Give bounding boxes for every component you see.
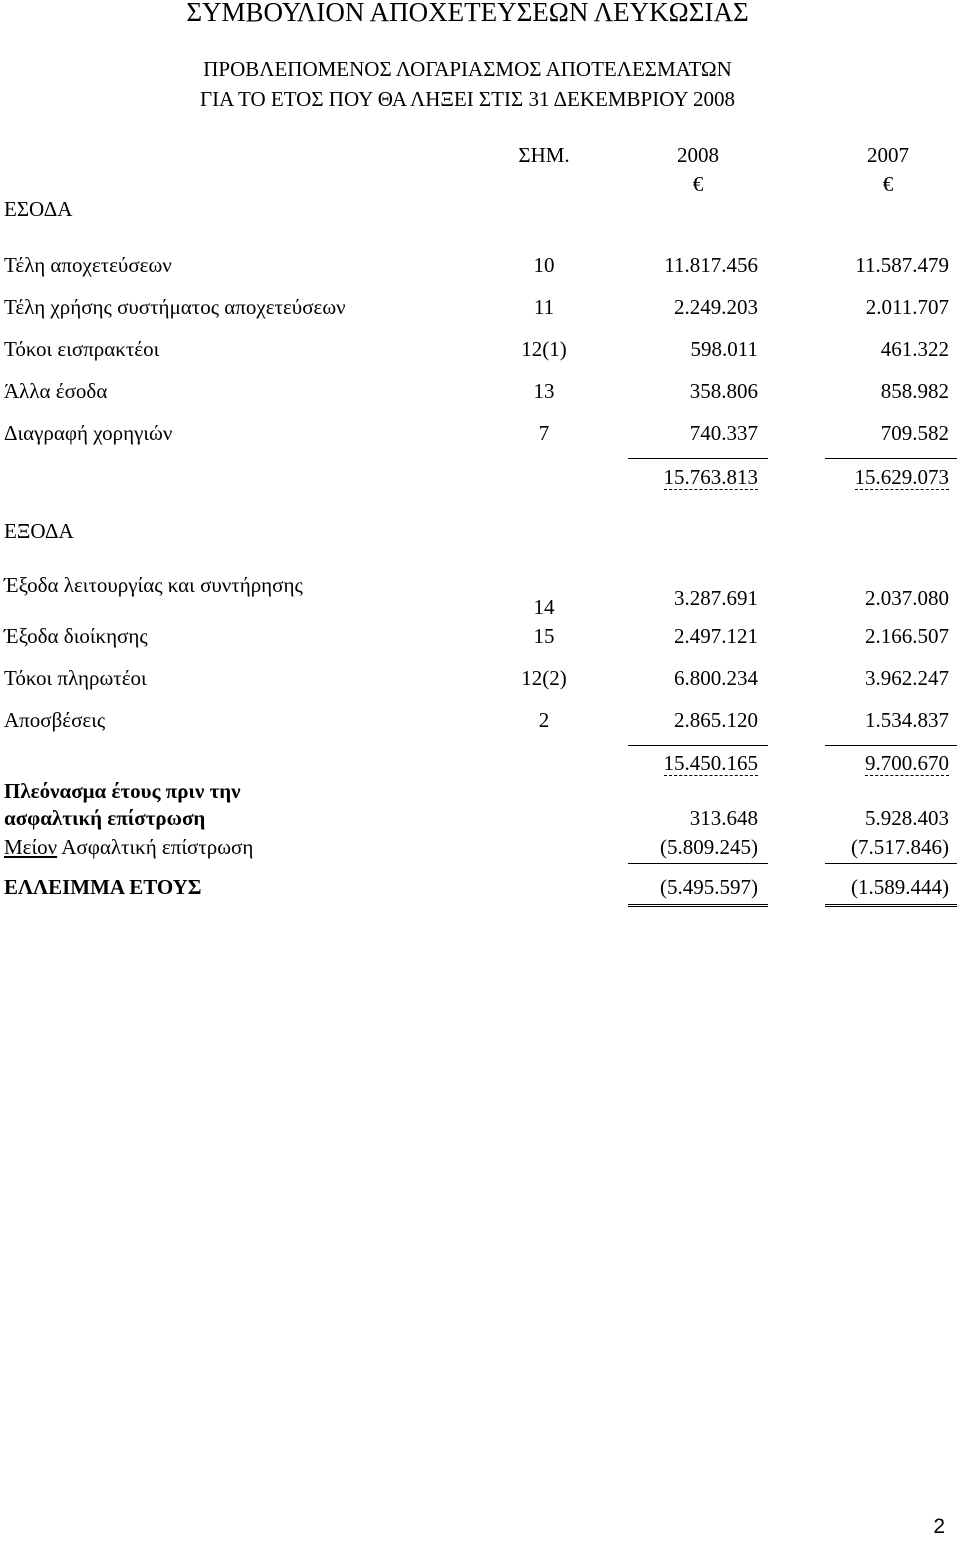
- deficit-rule-2008: [628, 863, 768, 864]
- note-column-header: ΣΗΜ.: [518, 143, 570, 167]
- income-subtotal-rule-2008: [628, 458, 768, 459]
- less-paving-2007: (7.517.846): [851, 835, 949, 859]
- row-note: 2: [538, 708, 550, 732]
- surplus-2007: 5.928.403: [865, 806, 949, 830]
- deficit-row: [0, 872, 960, 902]
- row-value-2007: 1.534.837: [865, 708, 949, 732]
- deficit-label: ΕΛΛΕΙΜΜΑ ΕΤΟΥΣ: [4, 875, 202, 899]
- report-period: ΓΙΑ ΤΟ ΕΤΟΣ ΠΟΥ ΘΑ ΛΗΞΕΙ ΣΤΙΣ 31 ΔΕΚΕΜΒΡΙΟΥ 2008: [200, 87, 735, 111]
- row-value-2007: 2.011.707: [865, 295, 949, 319]
- expenses-subtotal-rule-2007: [825, 745, 957, 746]
- row-label: Αποσβέσεις: [4, 708, 106, 732]
- expenses-total-2008: 15.450.165: [663, 751, 758, 775]
- surplus-label-line1: Πλεόνασμα έτους πριν την: [4, 779, 241, 803]
- row-label: Διαγραφή χορηγιών: [4, 421, 173, 445]
- organization-title: ΣΥΜΒΟΥΛΙΟΝ ΑΠΟΧΕΤΕΥΣΕΩΝ ΛΕΥΚΩΣΙΑΣ: [186, 0, 749, 27]
- row-value-2008: 6.800.234: [674, 666, 758, 690]
- row-value-2007: 858.982: [880, 379, 949, 403]
- row-label: Τόκοι πληρωτέοι: [4, 666, 147, 690]
- income-row: [0, 334, 960, 364]
- surplus-row: [0, 803, 960, 833]
- row-label: Έξοδα λειτουργίας και συντήρησης: [4, 573, 303, 597]
- deficit-2007: (1.589.444): [825, 872, 957, 907]
- page-number: 2: [933, 1515, 945, 1538]
- less-paving-row: [0, 832, 960, 862]
- deficit-rule-2007: [825, 863, 957, 864]
- expenses-heading: ΕΞΟΔΑ: [4, 519, 74, 543]
- row-note: 14: [533, 595, 555, 619]
- row-value-2007: 709.582: [880, 421, 949, 445]
- row-note: 10: [533, 253, 555, 277]
- paving-label: Ασφαλτική επίστρωση: [57, 835, 254, 859]
- expenses-subtotal-rule-2008: [628, 745, 768, 746]
- currency-2008: €: [692, 172, 704, 196]
- expenses-total-2007: 9.700.670: [865, 751, 949, 775]
- income-row: [0, 376, 960, 406]
- surplus-label-line2: ασφαλτική επίστρωση: [4, 806, 206, 830]
- row-value-2007: 11.587.479: [855, 253, 949, 277]
- row-value-2007: 2.166.507: [865, 624, 949, 648]
- income-subtotal-rule-2007: [825, 458, 957, 459]
- report-title: ΠΡΟΒΛΕΠΟΜΕΝΟΣ ΛΟΓΑΡΙΑΣΜΟΣ ΑΠΟΤΕΛΕΣΜΑΤΩΝ: [203, 57, 732, 81]
- expense-row: [0, 621, 960, 651]
- deficit-2008: (5.495.597): [628, 872, 768, 907]
- row-value-2008: 11.817.456: [664, 253, 758, 277]
- row-note: 13: [533, 379, 555, 403]
- income-row: [0, 292, 960, 322]
- expense-row: [0, 663, 960, 693]
- income-total-2008: 15.763.813: [663, 465, 758, 489]
- expense-row: [0, 583, 960, 619]
- expense-row: [0, 705, 960, 735]
- income-heading: ΕΣΟΔΑ: [4, 197, 73, 221]
- less-paving-2008: (5.809.245): [660, 835, 758, 859]
- income-row: [0, 418, 960, 448]
- income-total-row: [0, 462, 960, 492]
- row-note: 11: [533, 295, 555, 319]
- less-label: Μείον: [4, 835, 58, 859]
- row-value-2008: 598.011: [690, 337, 758, 361]
- row-value-2007: 3.962.247: [865, 666, 949, 690]
- year-2008-header: 2008: [677, 143, 719, 167]
- expenses-total-row: [0, 748, 960, 778]
- row-label: Έξοδα διοίκησης: [4, 624, 148, 648]
- row-value-2008: 740.337: [689, 421, 758, 445]
- row-value-2007: 2.037.080: [865, 586, 949, 610]
- row-value-2008: 2.497.121: [674, 624, 758, 648]
- row-value-2008: 2.249.203: [674, 295, 758, 319]
- row-value-2007: 461.322: [880, 337, 949, 361]
- surplus-2008: 313.648: [689, 806, 758, 830]
- row-label: Τέλη χρήσης συστήματος αποχετεύσεων: [4, 295, 346, 319]
- row-label: Τόκοι εισπρακτέοι: [4, 337, 160, 361]
- row-note: 12(1): [521, 337, 567, 361]
- row-label: Άλλα έσοδα: [4, 379, 108, 403]
- income-row: [0, 250, 960, 280]
- income-total-2007: 15.629.073: [854, 465, 949, 489]
- row-label: Τέλη αποχετεύσεων: [4, 253, 172, 277]
- row-value-2008: 3.287.691: [674, 586, 758, 610]
- row-note: 7: [538, 421, 550, 445]
- currency-2007: €: [882, 172, 894, 196]
- row-value-2008: 2.865.120: [674, 708, 758, 732]
- row-note: 12(2): [521, 666, 567, 690]
- less-paving-label: [4, 832, 253, 862]
- year-2007-header: 2007: [867, 143, 909, 167]
- row-note: 15: [533, 624, 555, 648]
- row-value-2008: 358.806: [689, 379, 758, 403]
